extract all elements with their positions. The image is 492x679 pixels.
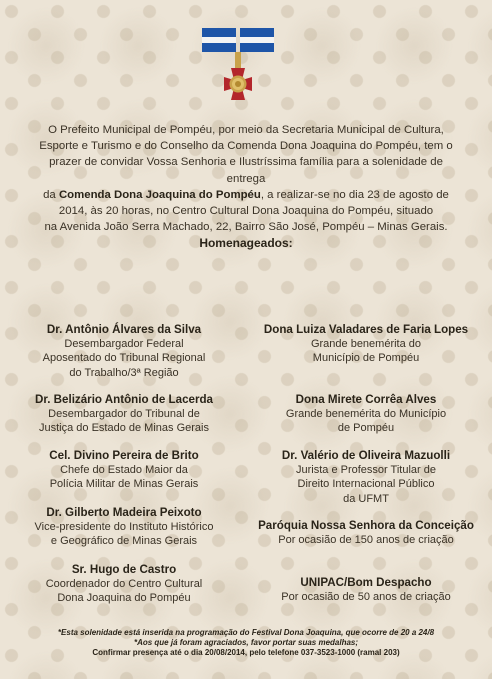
- honoree-name: Dr. Valério de Oliveira Mazuolli: [281, 449, 451, 462]
- medal-emblem: [200, 26, 280, 110]
- honoree-desc: Desembargador Federal: [64, 338, 184, 350]
- honoree: [256, 322, 476, 366]
- honoree-desc: Dona Joaquina do Pompéu: [57, 592, 191, 605]
- comenda-name: Comenda Dona Joaquina do Pompéu: [58, 188, 261, 201]
- honoree-desc: Chefe do Estado Maior da: [60, 464, 188, 476]
- honoree-desc: do Trabalho/3ª Região: [69, 366, 179, 379]
- intro-line-4-pre: da: [43, 188, 59, 201]
- honoree-name: Dona Luiza Valadares de Faria Lopes: [263, 323, 469, 336]
- honoree-desc: Aposentado do Tribunal Regional: [42, 352, 206, 365]
- ribbon-right-icon: [240, 28, 274, 52]
- honoree: [256, 575, 476, 604]
- honoree-name: Dr. Antônio Álvares da Silva: [46, 323, 202, 336]
- intro-line-4-post: , a realizar-se no dia 23 de agosto de: [260, 188, 449, 201]
- footer-notes: [8, 628, 484, 658]
- intro-line-6: na Avenida João Serra Machado, 22, Bairro São José, Pompéu – Minas Gerais.: [44, 221, 448, 234]
- honoree-desc: e Geográfico de Minas Gerais: [50, 535, 198, 548]
- honoree-desc: Grande benemérita do: [310, 338, 422, 350]
- footer-line-2: *Aos que já foram agraciados, favor portar suas medalhas;: [133, 638, 359, 647]
- honoree-desc: Coordenador do Centro Cultural: [45, 578, 203, 590]
- intro-line-2: Esporte e Turismo e do Conselho da Comenda Dona Joaquina do Pompéu, tem o: [39, 140, 453, 153]
- honoree: [256, 392, 476, 436]
- honoree-name: Dr. Belizário Antônio de Lacerda: [34, 393, 214, 406]
- honoree-desc: Município de Pompéu: [312, 352, 420, 365]
- honoree: [14, 392, 234, 436]
- honoree: [14, 322, 234, 380]
- intro-line-5: 2014, às 20 horas, no Centro Cultural Dona Joaquina do Pompéu, situado: [58, 205, 434, 218]
- honoree: [14, 505, 234, 549]
- intro-line-1: O Prefeito Municipal de Pompéu, por meio da Secretaria Municipal de Cultura,: [48, 124, 444, 136]
- honoree-desc: Polícia Militar de Minas Gerais: [49, 478, 199, 491]
- honoree-name: Cel. Divino Pereira de Brito: [49, 449, 199, 462]
- footer-line-1: *Esta solenidade está inserida na programação do Festival Dona Joaquina, que ocorre de 20 a 24/8: [57, 628, 435, 637]
- honoree-desc: Vice-presidente do Instituto Histórico: [34, 521, 214, 533]
- honoree-desc: Jurista e Professor Titular de: [295, 464, 436, 476]
- honoree-desc: Por ocasião de 150 anos de criação: [278, 534, 454, 546]
- honoree-desc: Direito Internacional Público: [297, 478, 435, 491]
- honoree-desc: Grande benemérita do Município: [285, 408, 447, 420]
- intro-line-4: [30, 187, 462, 203]
- honoree-desc: da UFMT: [343, 492, 389, 505]
- intro-line-3: prazer de convidar Vossa Senhoria e Ilustríssima família para a solenidade de entrega: [49, 156, 443, 185]
- ribbon-left-icon: [202, 28, 236, 52]
- honoree-name: UNIPAC/Bom Despacho: [300, 576, 432, 589]
- honoree-desc: Desembargador do Tribunal de: [48, 408, 200, 420]
- honoree-name: Dr. Gilberto Madeira Peixoto: [46, 506, 202, 519]
- footer-line-3: Confirmar presença até o dia 20/08/2014, pelo telefone 037-3523-1000 (ramal 203): [92, 648, 400, 657]
- honoree: [256, 518, 476, 547]
- honoree-desc: de Pompéu: [337, 422, 395, 435]
- honoree-name: Sr. Hugo de Castro: [71, 563, 177, 576]
- honoree: [14, 562, 234, 606]
- honoree-desc: Justiça do Estado de Minas Gerais: [39, 422, 209, 435]
- cross-medal-icon: [224, 68, 252, 100]
- honoree: [256, 448, 476, 506]
- honorees-heading: Homenageados:: [199, 236, 293, 250]
- honoree-name: Dona Mirete Corrêa Alves: [295, 393, 437, 406]
- invitation-text: [30, 122, 462, 235]
- honoree-name: Paróquia Nossa Senhora da Conceição: [258, 519, 474, 532]
- honoree-desc: Por ocasião de 50 anos de criação: [281, 591, 451, 603]
- honoree: [14, 448, 234, 492]
